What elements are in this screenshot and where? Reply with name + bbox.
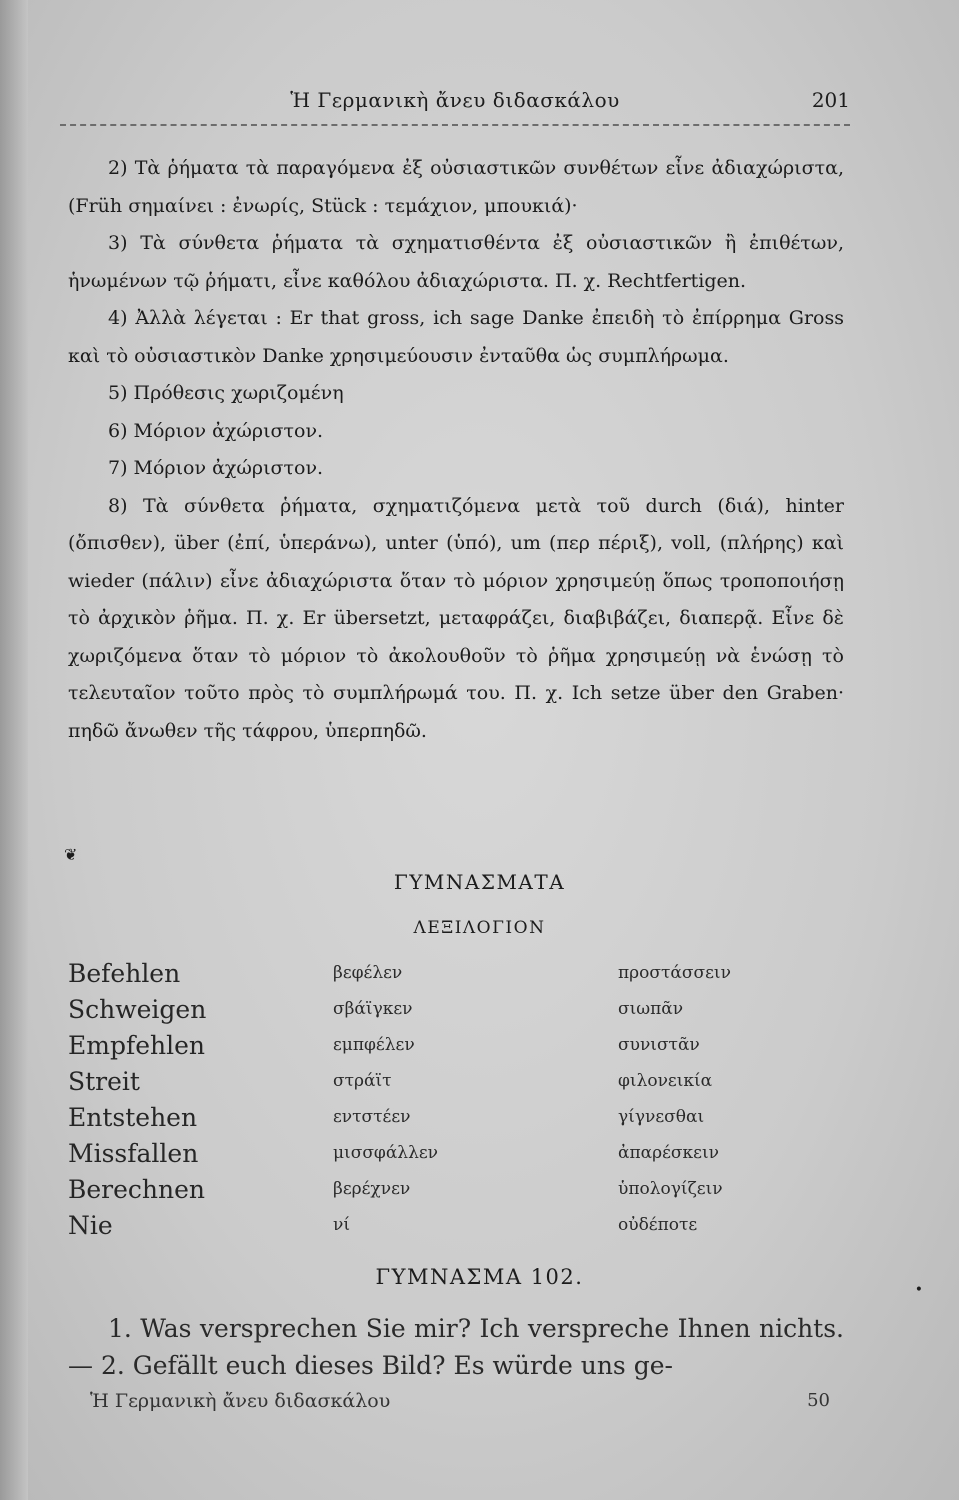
page-number: 201 bbox=[811, 88, 850, 112]
vocab-greek: προστάσσειν bbox=[618, 963, 731, 983]
paragraph-6: 6) Μόριον ἀχώριστον. bbox=[108, 419, 324, 442]
vocab-german: Missfallen bbox=[68, 1138, 199, 1168]
vocab-transliteration: σβάϊγκεν bbox=[333, 999, 413, 1019]
header-rule bbox=[60, 124, 850, 126]
vocab-german: Empfehlen bbox=[68, 1030, 205, 1060]
paragraph-7: 7) Μόριον ἀχώριστον. bbox=[108, 457, 324, 479]
page-header bbox=[60, 88, 850, 128]
vocab-greek: συνιστᾶν bbox=[618, 1035, 700, 1055]
vocab-row bbox=[68, 1063, 844, 1099]
vocab-transliteration: βερέχνεν bbox=[333, 1179, 411, 1199]
vocab-german: Streit bbox=[68, 1066, 140, 1096]
paragraph-8: 8) Τὰ σύνθετα ῥήματα, σχηματιζόμενα μετὰ τοῦ durch (διά), hinter (ὄπισθεν), über (ἐπί, ὑπεράνω), unter (ὑπό), um (περ πέριξ), voll, (πλήρης) καὶ wieder (πάλιν) εἶνε ἀδιαχώριστα ὅταν τὸ μόριον χρησιμεύῃ ὅπως τροποποιήσῃ τὸ ἀρχικὸν ῥῆμα. Π. χ. Er übersetzt, μεταφράζει, διαβιβάζει, διαπερᾷ. Εἶνε δὲ χωριζόμενα ὅταν τὸ μόριον τὸ ἀκολουθοῦν τὸ ῥῆμα χρησιμεύῃ νὰ ἑνώσῃ τὸ τελευταῖον τοῦτο πρὸς τὸ συμπλήρωμά του. Π. χ. Ich setze über den Graben· πηδῶ ἄνωθεν τῆς τάφρου, ὑπερπηδῶ. bbox=[68, 494, 844, 742]
vocab-transliteration: εντστέεν bbox=[333, 1107, 411, 1127]
body-text bbox=[68, 150, 844, 750]
vocab-greek: σιωπᾶν bbox=[618, 999, 684, 1019]
vocab-row bbox=[68, 991, 844, 1027]
section-ornament: ❦ bbox=[64, 845, 78, 864]
vocab-row bbox=[68, 955, 844, 991]
vocab-german: Nie bbox=[68, 1210, 113, 1240]
paragraph-3: 3) Τὰ σύνθετα ῥήματα τὰ σχηματισθέντα ἐξ οὐσιαστικῶν ἢ ἐπιθέτων, ἡνωμένων τῷ ῥήματι, εἶνε καθόλου ἀδιαχώριστα. Π. χ. Rechtfertigen. bbox=[68, 232, 844, 292]
vocab-greek: φιλονεικία bbox=[618, 1071, 713, 1091]
vocab-german: Befehlen bbox=[68, 958, 181, 988]
vocab-row bbox=[68, 1027, 844, 1063]
page-footer bbox=[60, 1390, 830, 1420]
signature-mark: 50 bbox=[807, 1390, 830, 1411]
vocabulary-table bbox=[68, 955, 844, 1243]
vocab-greek: οὐδέποτε bbox=[618, 1215, 698, 1235]
footer-title: Ἡ Γερμανικὴ ἄνευ διδασκάλου bbox=[90, 1390, 391, 1412]
vocabulary-title: ΛΕΞΙΛΟΓΙΟΝ bbox=[413, 918, 546, 938]
vocab-transliteration: βεφέλεν bbox=[333, 963, 403, 983]
vocab-row bbox=[68, 1207, 844, 1243]
section-title: ΓΥΜΝΑΣΜΑΤΑ bbox=[393, 870, 566, 894]
exercise-title: ΓΥΜΝΑΣΜΑ 102. bbox=[375, 1265, 584, 1289]
vocab-row bbox=[68, 1099, 844, 1135]
vocab-german: Berechnen bbox=[68, 1174, 206, 1204]
vocab-greek: γίγνεσθαι bbox=[618, 1107, 705, 1127]
vocab-transliteration: εμπφέλεν bbox=[333, 1035, 415, 1055]
vocab-transliteration: μισσφάλλεν bbox=[333, 1143, 438, 1163]
paragraph-2: 2) Τὰ ῥήματα τὰ παραγόμενα ἐξ οὐσιαστικῶν συνθέτων εἶνε ἀδιαχώριστα, (Früh σημαίνει : ἐνωρίς, Stück : τεμάχιον, μπουκιά)· bbox=[68, 157, 844, 217]
exercise-text: 1. Was versprechen Sie mir? Ich verspreche Ihnen nichts. — 2. Gefällt euch dieses Bild? Es würde uns ge- bbox=[68, 1314, 844, 1380]
vocab-row bbox=[68, 1135, 844, 1171]
vocab-greek: ὑπολογίζειν bbox=[618, 1179, 723, 1199]
margin-mark: • bbox=[914, 1282, 923, 1298]
vocab-german: Entstehen bbox=[68, 1102, 198, 1132]
vocab-transliteration: στράϊτ bbox=[333, 1071, 392, 1091]
vocab-greek: ἀπαρέσκειν bbox=[618, 1143, 719, 1163]
vocab-german: Schweigen bbox=[68, 994, 207, 1024]
paragraph-4: 4) Ἀλλὰ λέγεται : Er that gross, ich sage Danke ἐπειδὴ τὸ ἐπίρρημα Gross καὶ τὸ οὐσιαστικὸν Danke χρησιμεύουσιν ἐνταῦθα ὡς συμπλήρωμα. bbox=[68, 307, 844, 367]
paragraph-5: 5) Πρόθεσις χωριζομένη bbox=[108, 382, 344, 404]
exercise-text-block bbox=[68, 1310, 844, 1384]
vocab-transliteration: νί bbox=[333, 1215, 350, 1235]
vocab-row bbox=[68, 1171, 844, 1207]
running-title: Ἡ Γερμανικὴ ἄνευ διδασκάλου bbox=[290, 88, 620, 112]
